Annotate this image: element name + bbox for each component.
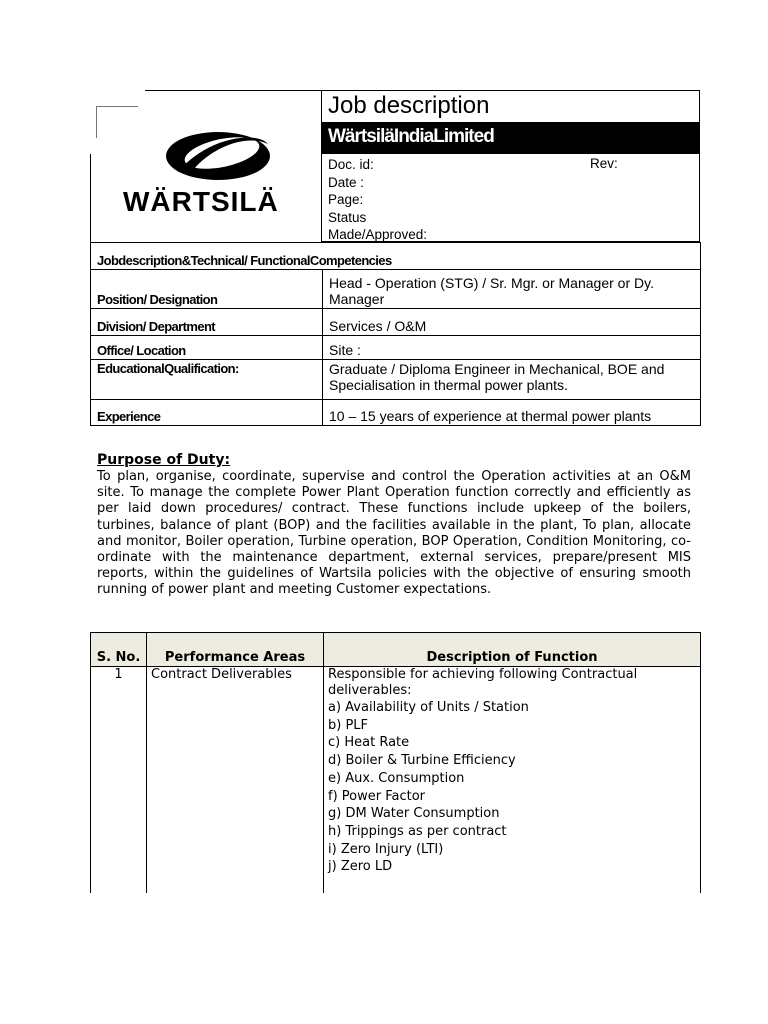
value-position: Head - Operation (STG) / Sr. Mgr. or Manager or Dy. Manager (323, 270, 701, 309)
purpose-heading: Purpose of Duty: (97, 452, 231, 468)
label-position: Position/ Designation (91, 270, 323, 309)
label-division: Division/ Department (91, 309, 323, 336)
section-heading: Jobdescription&Technical/ FunctionalCompetencies (91, 243, 701, 270)
wartsila-logo (118, 126, 298, 216)
performance-table (90, 632, 701, 893)
row-sno: 1 (91, 667, 147, 894)
header-performance-areas: Performance Areas (147, 633, 324, 667)
header-sno: S. No. (91, 633, 147, 667)
header-top-border (145, 90, 321, 91)
table-row (91, 667, 701, 894)
company-name: WärtsiläIndiaLimited (328, 126, 494, 147)
meta-rev: Rev: (590, 156, 618, 171)
header-corner-mark (96, 106, 138, 107)
list-item: h) Trippings as per contract (328, 823, 507, 839)
row-area: Contract Deliverables (147, 667, 324, 894)
label-experience: Experience (91, 400, 323, 426)
label-office: Office/ Location (91, 336, 323, 360)
value-office: Site : (323, 336, 701, 360)
row-description (324, 667, 701, 894)
purpose-text: To plan, organise, coordinate, supervise and control the Operation activities at an O&M site. To manage the complete Power Plant Operation function correctly and efficiently as per laid down procedures/ contract. These functions include upkeep of the boilers, turbines, balance of plant (BOP) and the facilities available in the plant, To plan, allocate and monitor, Boiler operation, Turbine operation, BOP Operation, Condition Monitoring, co-ordinate with the maintenance department, external services, prepare/present MIS reports, within the guidelines of Wartsila policies with the objective of ensuring smooth running of power plant and meeting Customer expectations. (97, 469, 691, 598)
header-description: Description of Function (324, 633, 701, 667)
meta-doc-id: Doc. id: (328, 157, 374, 172)
list-item: b) PLF (328, 717, 369, 733)
value-division: Services / O&M (323, 309, 701, 336)
meta-made-approved: Made/Approved: (328, 227, 428, 242)
value-experience: 10 – 15 years of experience at thermal power plants (323, 400, 701, 426)
list-item: j) Zero LD (328, 859, 393, 875)
job-info-table (90, 242, 701, 426)
wartsila-logo-mark (166, 131, 270, 180)
description-intro: Responsible for achieving following Contractual deliverables: (328, 667, 638, 698)
document-title: Job description (328, 92, 490, 119)
header-corner-mark-vertical (96, 106, 97, 138)
list-item: a) Availability of Units / Station (328, 700, 529, 715)
document-meta (328, 156, 427, 244)
list-item: f) Power Factor (328, 788, 426, 804)
list-item: d) Boiler & Turbine Efficiency (328, 753, 516, 769)
label-qualification: EducationalQualification: (91, 360, 323, 400)
meta-page: Page: (328, 192, 364, 207)
list-item: e) Aux. Consumption (328, 770, 465, 786)
value-qualification: Graduate / Diploma Engineer in Mechanical, BOE and Specialisation in thermal power plants. (323, 360, 701, 400)
list-item: i) Zero Injury (LTI) (328, 841, 444, 857)
list-item: c) Heat Rate (328, 735, 410, 751)
meta-status: Status (328, 209, 367, 225)
header-left-border (90, 154, 91, 242)
list-item: g) DM Water Consumption (328, 806, 500, 822)
logo-wordmark: WÄRTSILÄ (123, 186, 279, 216)
meta-date: Date : (328, 174, 365, 190)
